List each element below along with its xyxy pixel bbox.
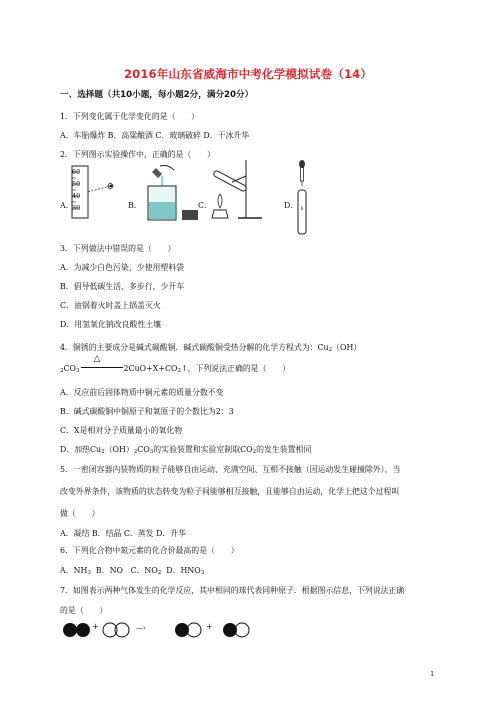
fig-label-d: D． (284, 201, 299, 210)
tick-60: 60 (72, 168, 81, 176)
q4-option-b: B．碱式碳酸铜中铜原子和氧原子的个数比为2：3 (60, 407, 234, 416)
tick-50: 50 (72, 180, 81, 188)
q3-option-c: C．油锅着火时盖上锅盖灭火 (60, 301, 161, 310)
q5-line-3: 做（ ） (60, 509, 100, 518)
fig-label-c: C． (198, 201, 212, 210)
section-heading: 一、选择题（共10小题，每小题2分，满分20分） (60, 90, 254, 100)
q1-stem: 1．下列变化属于化学变化的是（ ） (60, 112, 200, 121)
q3-option-b: B．倡导低碳生活，多步行，少开车 (60, 282, 185, 291)
dropper-figure (294, 160, 316, 236)
q4-option-a: A．反应前后固体物质中铜元素的质量分数不变 (60, 388, 224, 397)
tick-40: 40 (72, 192, 81, 200)
q7-line-1: 7．如图表示两种气体发生的化学反应，其中相同的球代表同种原子．根据图示信息，下列说法正确 (60, 586, 405, 595)
q6-stem: 6．下列化合物中氮元素的化合价最高的是（ ） (60, 546, 239, 555)
svg-text:6: 6 (300, 206, 304, 211)
reaction-arrow-small: —› (136, 624, 146, 632)
delta-symbol: △ (93, 354, 101, 364)
q4-option-d: D．加热$Cu_2(OH)_2CO_3$的实验装置和实验室制取$CO_2$的发生装置相同 (60, 445, 312, 455)
reaction-diagram (62, 620, 252, 640)
plus-sign-1: + (92, 622, 99, 631)
q6-options: A．$NH_3$ B．NO C．$NO_2$ D．$HNO_3$ (60, 566, 205, 576)
reaction-arrow (80, 354, 124, 374)
q4-option-c: C．X是相对分子质量最小的氧化物 (60, 426, 183, 435)
plus-sign-2: + (206, 622, 213, 631)
q5-line-1: 5．一密闭容器内装物质的粒子能够自由运动、充满空间、互相不接触（因运动发生碰撞除外），当 (60, 465, 401, 474)
q3-option-a: A．为减少白色污染，少使用塑料袋 (60, 263, 185, 272)
page-title: 2016年山东省威海市中考化学模拟试卷（14） (123, 67, 373, 81)
heating-figure (206, 160, 268, 222)
fig-label-b: B． (128, 201, 142, 210)
fig-label-a: A． (60, 201, 74, 210)
q3-option-d: D．用氢氧化钠改良酸性土壤 (60, 320, 162, 329)
q7-line-2: 的是（ ） (60, 606, 108, 615)
q4-equation: $_2CO_3$ △ $2CuO+X+CO_2↑$，下列说法正确的是（ ） (60, 354, 291, 374)
q5-options: A．凝结 B．结晶 C．蒸发 D．升华 (60, 529, 187, 538)
q2-stem: 2．下列图示实验操作中，正确的是（ ） (60, 150, 215, 159)
q1-options: A．车胎爆炸 B．高粱酿酒 C．玻璃破碎 D．干冰升华 (60, 131, 250, 140)
q5-line-2: 改变外界条件，该物质的状态转变为粒子间能够相互接触，且能够自由运动，化学上把这个过程叫 (60, 487, 400, 496)
q3-stem: 3．下列做法中错误的是（ ） (60, 244, 176, 253)
beaker-figure (138, 164, 200, 224)
q4-stem: 4．铜锈的主要成分是碱式碳酸铜．碱式碳酸铜受热分解的化学方程式为：$Cu_2(OH)$ (60, 343, 362, 353)
tick-30: 30 (72, 204, 81, 212)
q2-figures (60, 160, 320, 240)
page-number: 1 (430, 670, 435, 678)
